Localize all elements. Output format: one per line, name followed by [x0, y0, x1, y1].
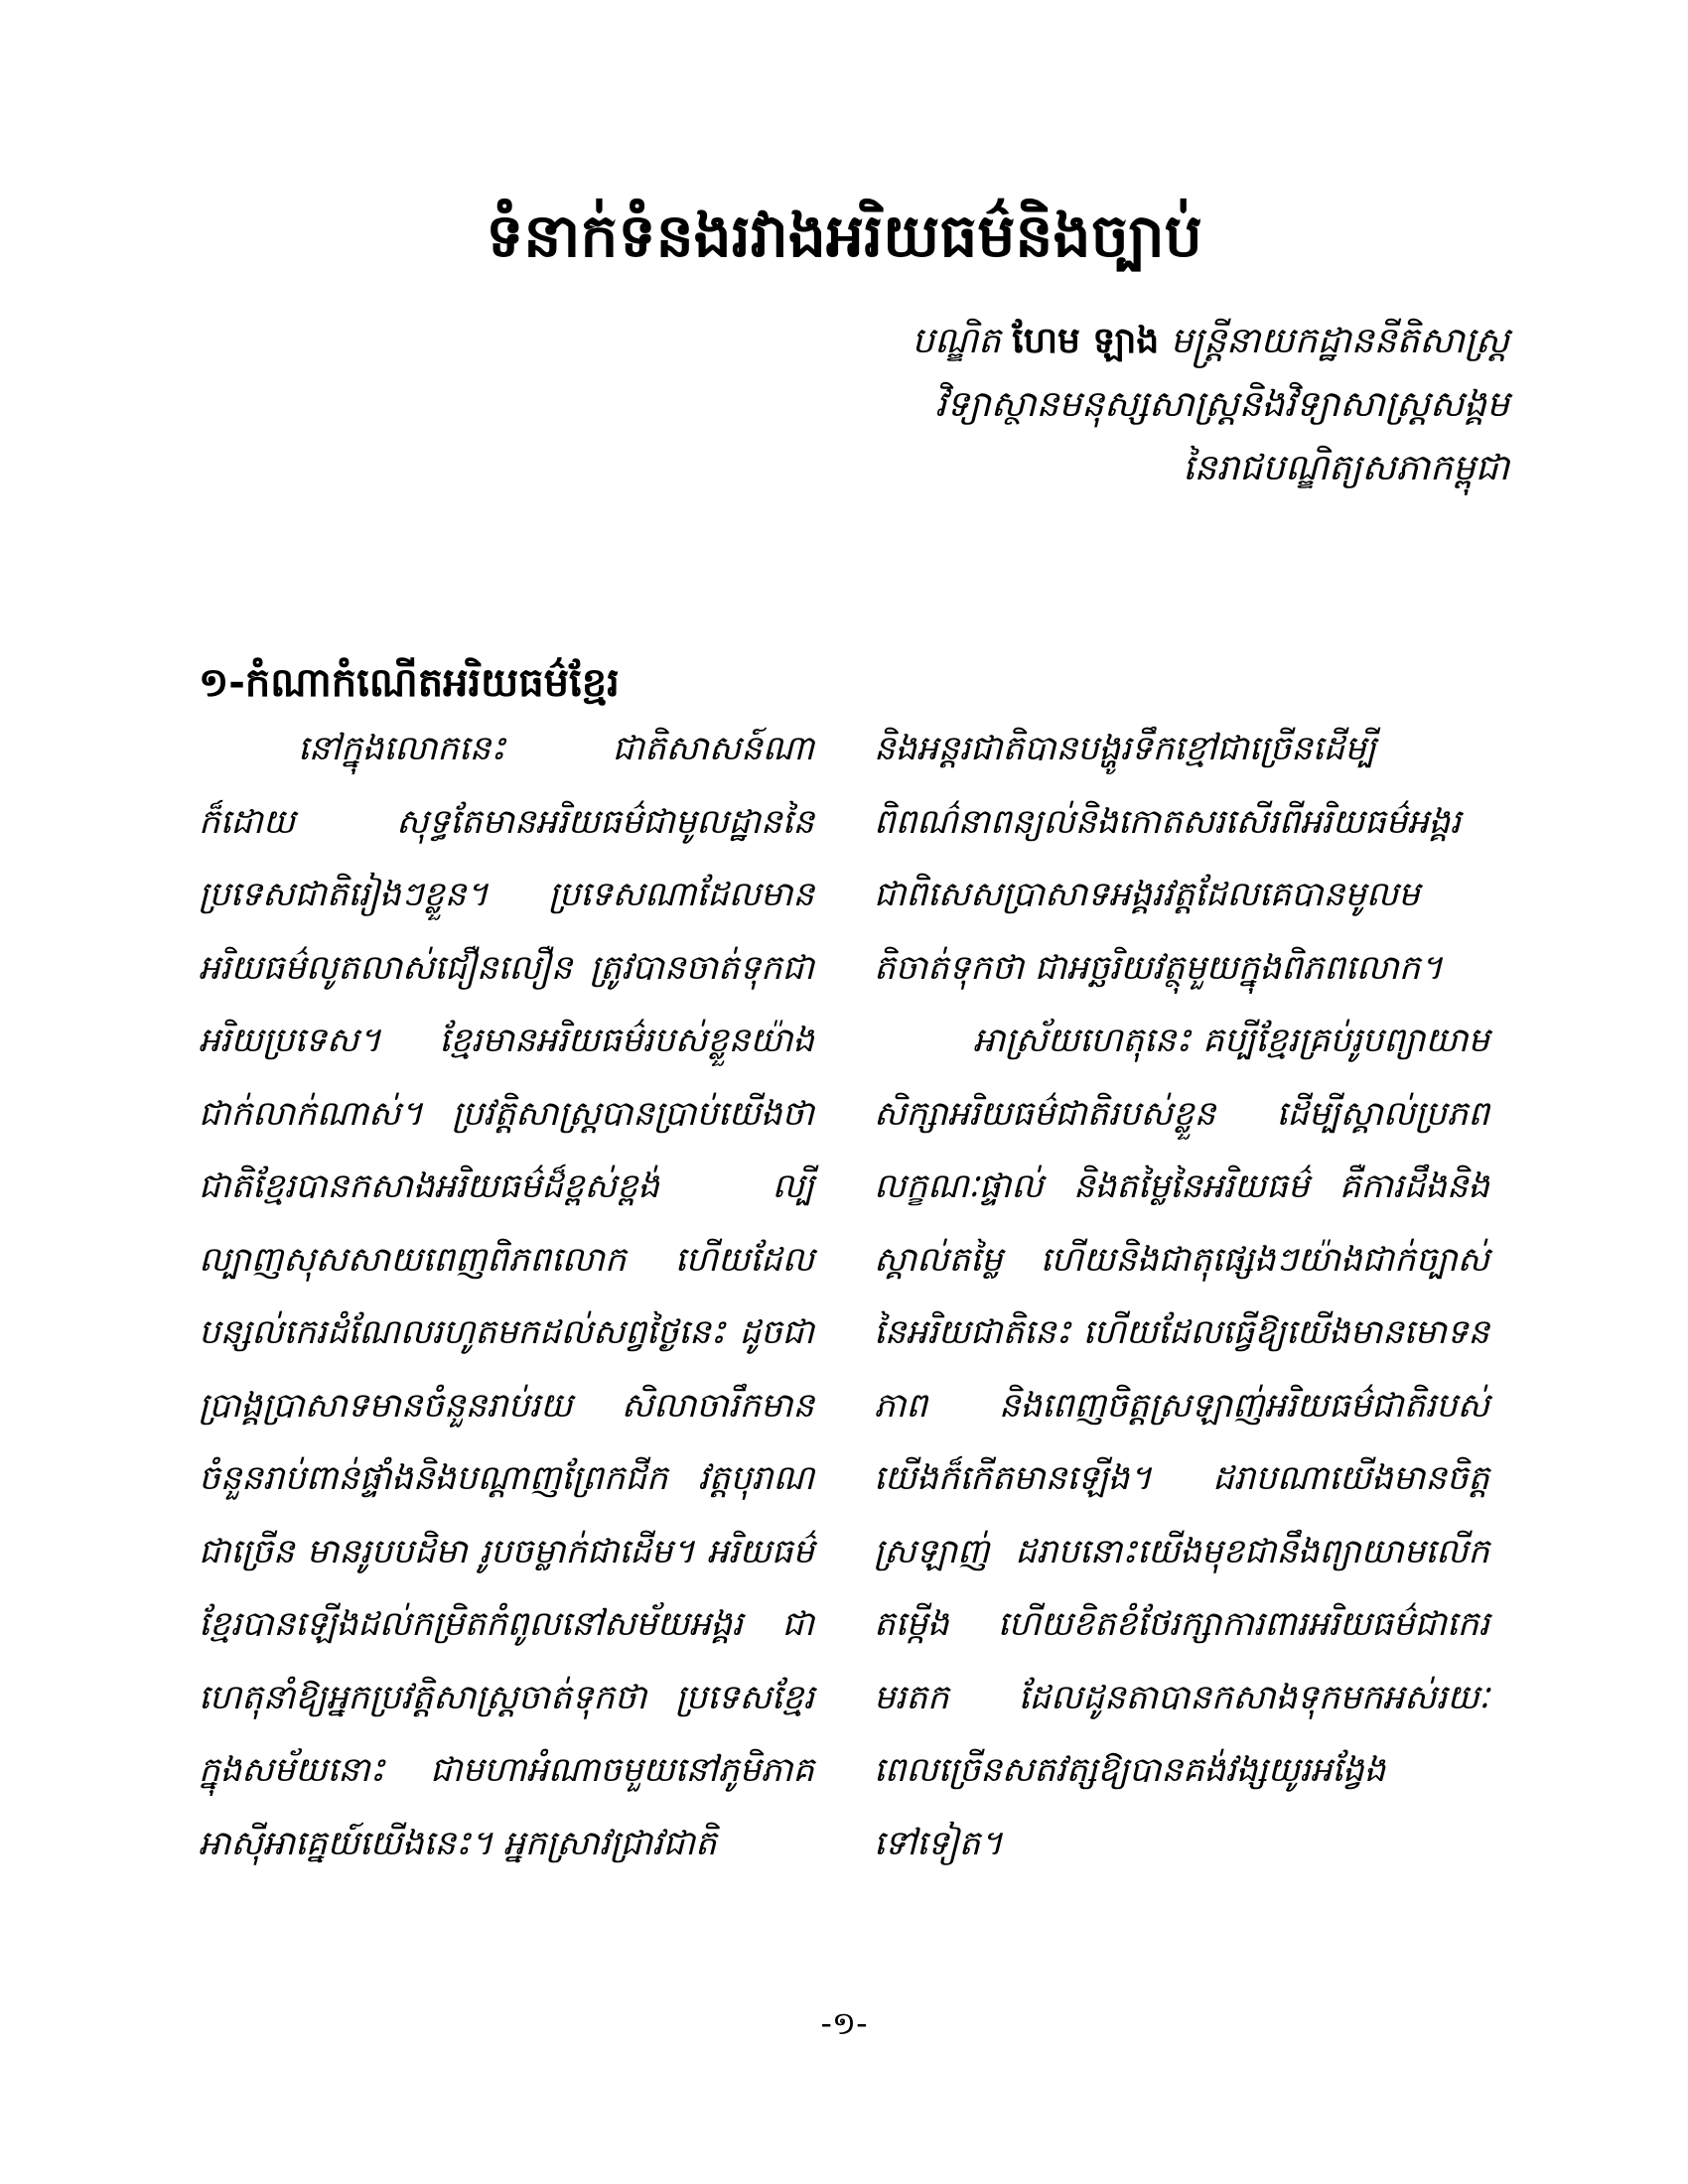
author-prefix: បណ្ឌិត — [912, 321, 1013, 361]
right-column — [874, 713, 1489, 1880]
paragraph: អាស្រ័យហេតុនេះ គប្បីខ្មែរគ្រប់រូបព្យាយាមសិក្សាអរិយធម៌ជាតិរបស់ខ្លួន ដើម្បីស្គាល់ប្រភពលក្ខណៈផ្ទាល់ និងតម្លៃនៃអរិយធម៌ គឺការដឹងនិងស្គាល់តម្លៃ ហើយនិងជាតុផ្សេងៗយ៉ាងជាក់ច្បាស់នៃអរិយជាតិនេះ ហើយដែលធ្វើឱ្យយើងមានមោទនភាព និងពេញចិត្តស្រឡាញ់អរិយធម៌ជាតិរបស់យើងក៏កើតមានឡើង។ ដរាបណាយើងមានចិត្តស្រឡាញ់ ដរាបនោះយើងមុខជានឹងព្យាយាមលើកតម្កើង ហើយខិតខំថែរក្សាការពារអរិយធម៌ជាកេរមរតក ដែលដូនតាបានកសាងទុកមកអស់រយៈពេលច្រើនសតវត្សឱ្យបានគង់វង្សយូរអង្វែងទៅទៀត។ — [874, 1021, 1489, 1863]
paragraph: នៅក្នុងលោកនេះ ជាតិសាសន៍ណាក៏ដោយ សុទ្ធតែមានអរិយធម៌ជាមូលដ្ឋាននៃប្រទេសជាតិរៀងៗខ្លួន។ ប្រទេសណាដែលមានអរិយធម៌លូតលាស់ជឿនលឿន ត្រូវបានចាត់ទុកជាអរិយប្រទេស។ ខ្មែរមានអរិយធម៌របស់ខ្លួនយ៉ាងជាក់លាក់ណាស់។ ប្រវត្តិសាស្ត្របានប្រាប់យើងថា ជាតិខ្មែរបានកសាងអរិយធម៌ដ៏ខ្ពស់ខ្ពង់ ល្បីល្បាញសុសសាយពេញពិភពលោក ហើយដែលបន្សល់កេរដំណែលរហូតមកដល់សព្វថ្ងៃនេះ ដូចជាប្រាង្គប្រាសាទមានចំនួនរាប់រយ សិលាចារឹកមានចំនួនរាប់ពាន់ផ្ទាំងនិងបណ្តាញព្រែកជីក វត្តបុរាណជាច្រើន មានរូបបដិមា រូបចម្លាក់ជាដើម។ អរិយធម៌ខ្មែរបានឡើងដល់កម្រិតកំពូលនៅសម័យអង្គរ ជាហេតុនាំឱ្យអ្នកប្រវត្តិសាស្ត្រចាត់ទុកថា ប្រទេសខ្មែរក្នុងសម័យនោះ ជាមហាអំណាចមួយនៅភូមិភាគអាស៊ីអាគ្នេយ៍យើងនេះ។ អ្នកស្រាវជ្រាវជាតិ — [199, 729, 814, 1863]
page-number: -១- — [820, 2004, 868, 2042]
paragraph: និងអន្តរជាតិបានបង្ហូរទឹកខ្មៅជាច្រើនដើម្បីពិពណ៌នាពន្យល់និងកោតសរសើរពីអរិយធម៌អង្គរ ជាពិសេសប្រាសាទអង្គរវត្តដែលគេបានមូលមតិចាត់ទុកថា ជាអច្ឆរិយវត្ថុមួយក្នុងពិភពលោក។ — [874, 729, 1462, 988]
author-institute: វិទ្យាស្ថានមនុស្សសាស្ត្រនិងវិទ្យាសាស្ត្រសង្គម — [934, 384, 1509, 425]
left-column — [199, 713, 814, 1880]
section-heading: ១-កំណាកំណើតអរិយធម៌ខ្មែរ — [199, 660, 620, 706]
author-role: មន្ត្រីនាយកដ្ឋាននីតិសាស្ត្រ — [1159, 321, 1509, 361]
author-name: ហែម ឡាង — [1012, 321, 1160, 361]
author-line — [616, 310, 1509, 373]
author-academy: នៃរាជបណ្ឌិត្យសភាកម្ពុជា — [1183, 448, 1509, 488]
author-block — [616, 310, 1509, 500]
page-title: ទំនាក់ទំនងរវាងអរិយធម៌និងច្បាប់ — [486, 202, 1202, 271]
